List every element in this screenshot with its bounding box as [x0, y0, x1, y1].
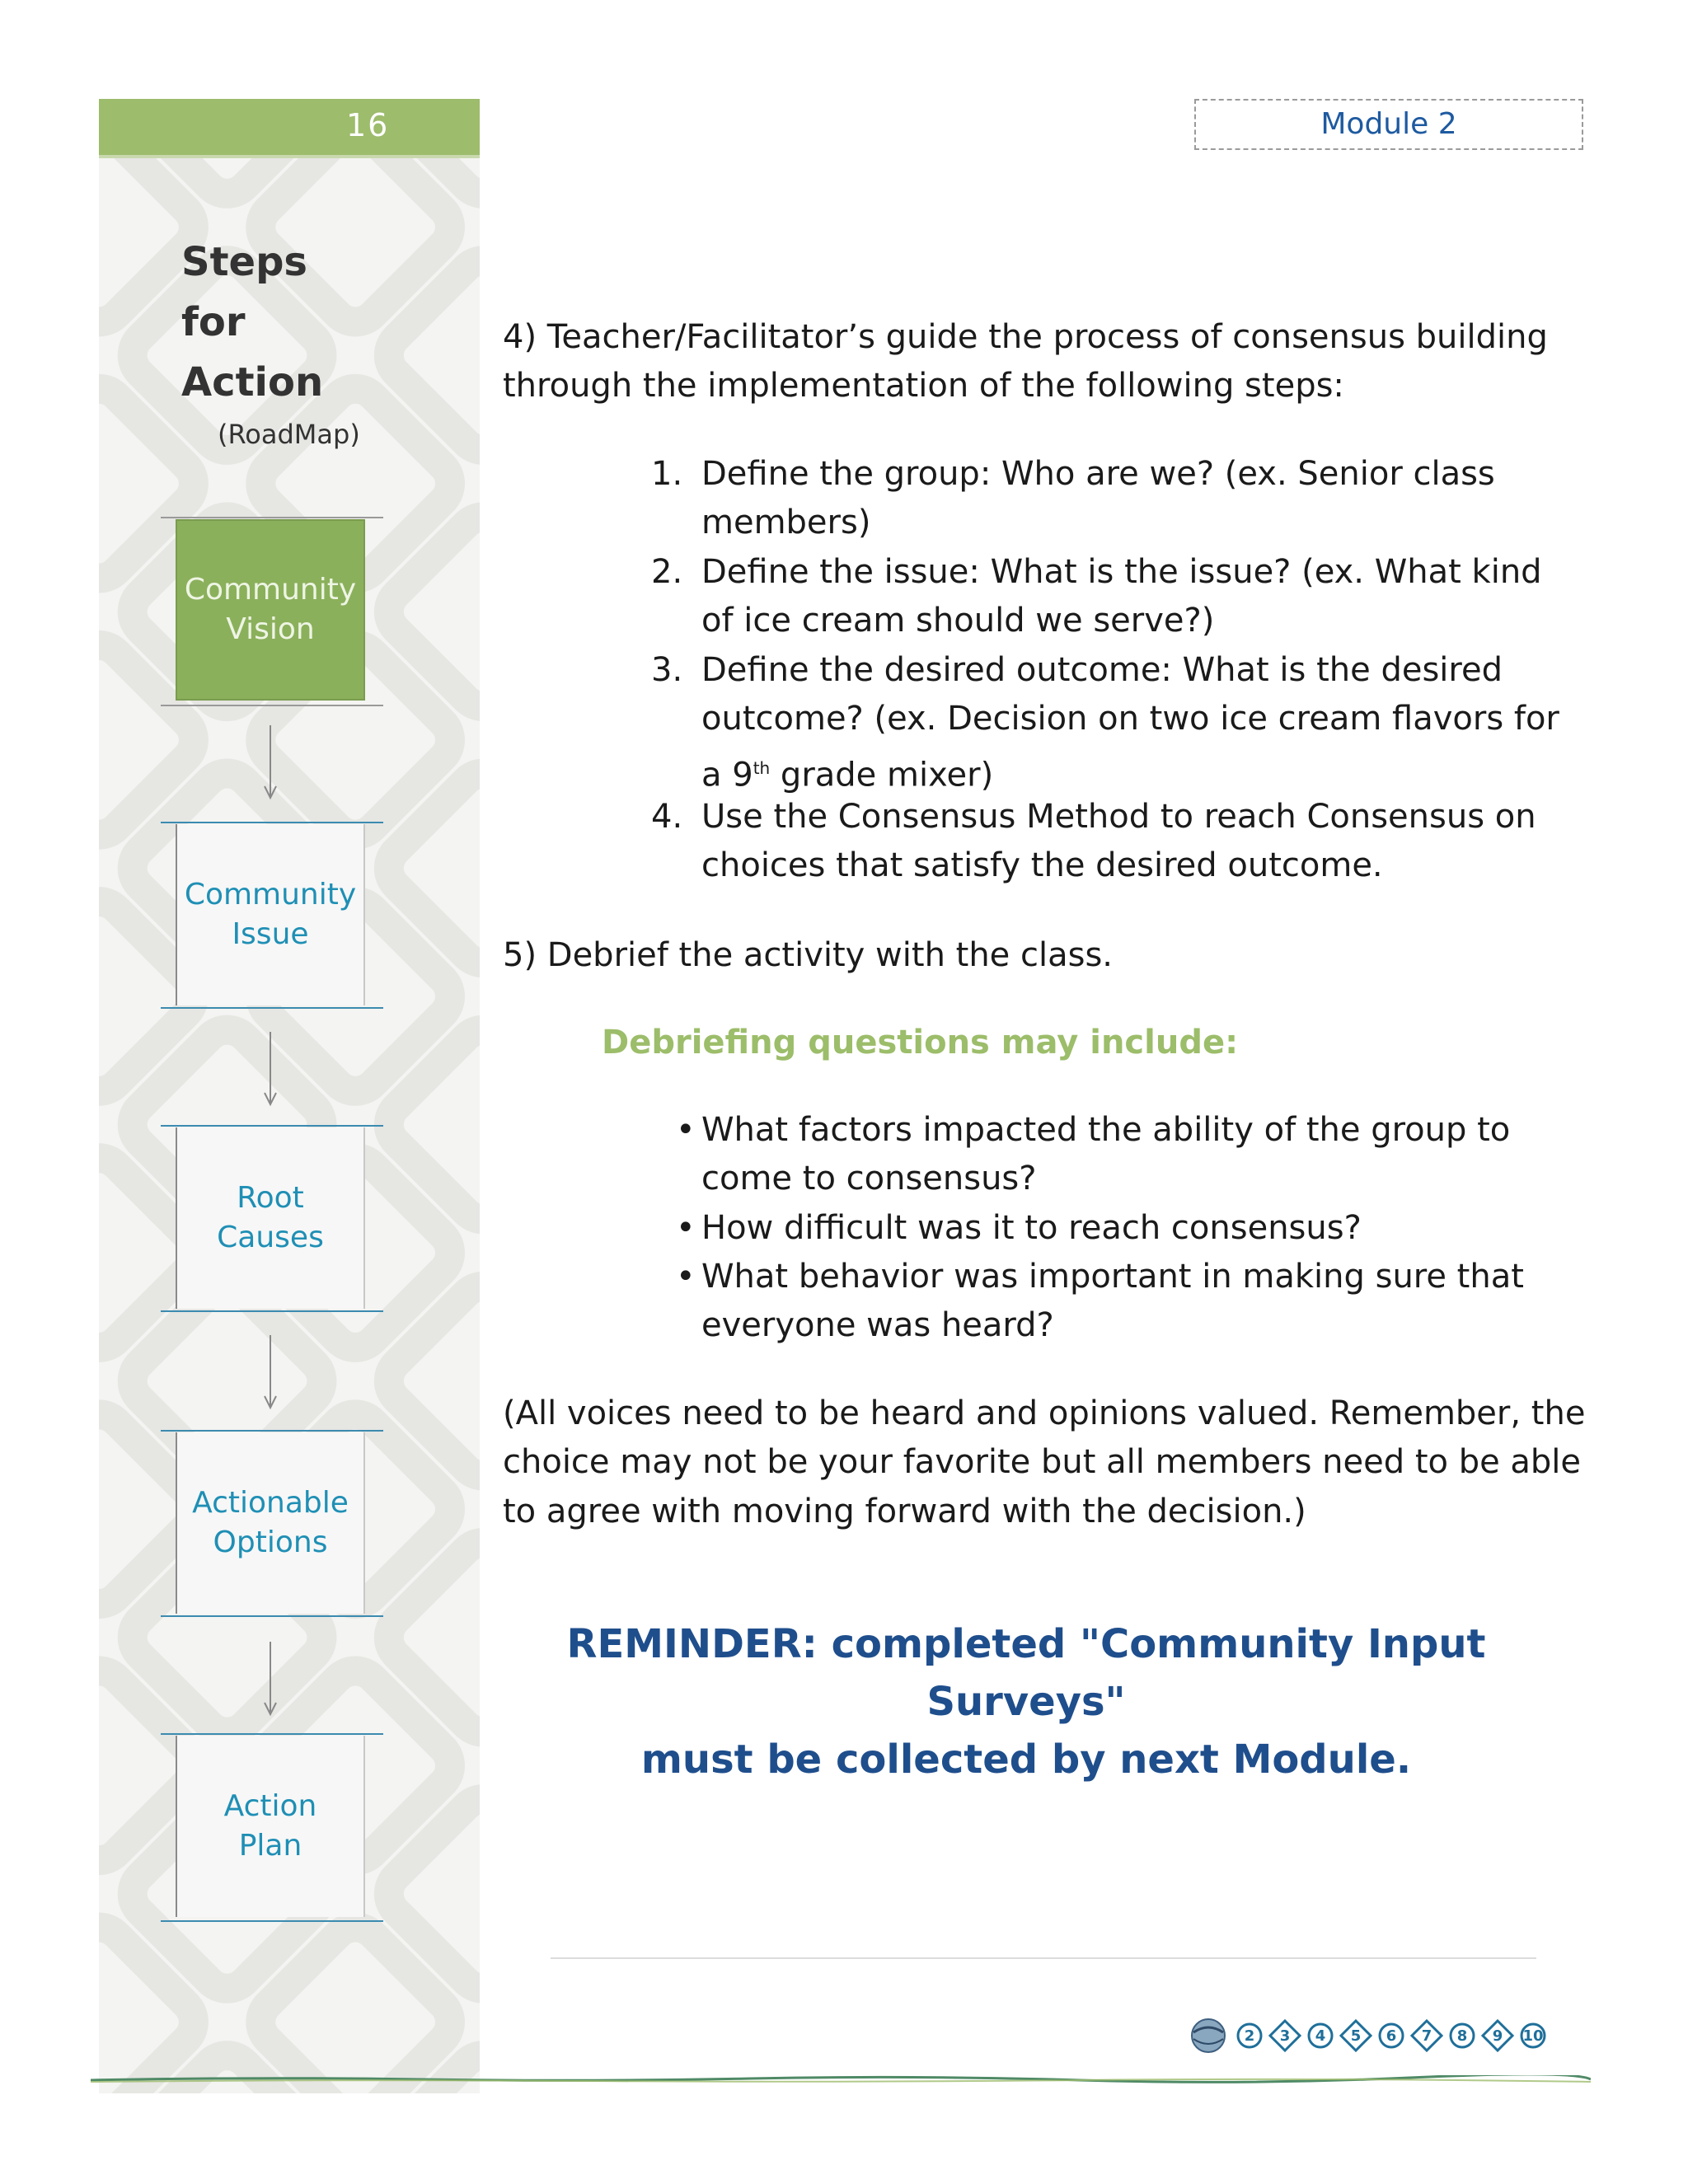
module-nav-items — [1233, 2019, 1552, 2052]
bullet-icon: • — [676, 1258, 696, 1296]
list-item-text: How difficult was it to reach consensus? — [701, 1209, 1362, 1247]
globe-logo-icon — [1187, 2014, 1230, 2057]
reminder-line: REMINDER: completed "Community Input Surveys" — [566, 1621, 1486, 1725]
module-nav-number: 3 — [1279, 2027, 1291, 2045]
module-nav-number: 7 — [1421, 2027, 1432, 2045]
bullet-icon: • — [676, 1111, 696, 1149]
list-item-text: Define the issue: What is the issue? (ex. What kind — [701, 553, 1542, 591]
superscript: th — [753, 758, 771, 778]
roadmap-step-label: Community — [184, 878, 357, 912]
roadmap-step-label: Root — [237, 1181, 304, 1215]
module-nav-item[interactable] — [1375, 2019, 1408, 2052]
module-nav-item[interactable] — [1233, 2019, 1266, 2052]
list-number: 1. — [651, 455, 683, 493]
sidebar-subtitle: (RoadMap) — [218, 419, 360, 450]
arrow-down-icon — [262, 1032, 279, 1108]
roadmap-step-label: Issue — [232, 917, 309, 951]
module-nav-item[interactable] — [1268, 2019, 1301, 2052]
list-item-text: What factors impacted the ability of the group to — [701, 1111, 1511, 1149]
step-border-line — [161, 1310, 383, 1312]
module-nav-number: 8 — [1456, 2027, 1468, 2045]
module-nav-item[interactable] — [1517, 2019, 1550, 2052]
step-border-line — [161, 822, 383, 823]
step-border-line — [161, 1733, 383, 1735]
module-nav-item[interactable] — [1410, 2019, 1443, 2052]
roadmap-step-label: Options — [213, 1526, 328, 1559]
list-item-text: members) — [701, 504, 871, 541]
sidebar-title-line: for — [181, 299, 246, 345]
roadmap-step-label: Causes — [217, 1221, 324, 1254]
module-nav-item[interactable] — [1446, 2019, 1479, 2052]
step-border-line — [161, 705, 383, 706]
module-nav-number: 10 — [1522, 2027, 1544, 2045]
note-text-line: to agree with moving forward with the decision.) — [503, 1493, 1306, 1530]
list-number: 3. — [651, 651, 683, 689]
list-item-text: What behavior was important in making sure that — [701, 1258, 1524, 1296]
sidebar-title-line: Steps — [181, 239, 307, 285]
module-nav-item[interactable] — [1304, 2019, 1337, 2052]
list-item-text: Define the group: Who are we? (ex. Senior class — [701, 455, 1495, 493]
sidebar-title — [181, 232, 323, 413]
list-item-text — [701, 744, 993, 799]
sidebar-title-line: Action — [181, 359, 324, 405]
roadmap-step-root-causes[interactable] — [176, 1127, 365, 1309]
list-item-text: of ice cream should we serve?) — [701, 602, 1215, 640]
roadmap-step-action-plan[interactable] — [176, 1736, 365, 1917]
roadmap-step-community-issue[interactable] — [176, 824, 365, 1005]
list-item-text-part: a 9 — [701, 756, 753, 794]
list-item-text: choices that satisfy the desired outcome. — [701, 846, 1383, 884]
reminder-line: must be collected by next Module. — [640, 1736, 1412, 1783]
arrow-down-icon — [262, 725, 279, 801]
step-border-line — [161, 1125, 383, 1127]
debrief-text: 5) Debrief the activity with the class. — [503, 936, 1113, 974]
module-nav-number: 2 — [1244, 2027, 1255, 2045]
page-number-bar — [99, 99, 480, 158]
debrief-heading: Debriefing questions may include: — [602, 1024, 1239, 1062]
module-nav-number: 6 — [1386, 2027, 1397, 2045]
module-nav-number: 4 — [1315, 2027, 1326, 2045]
list-item-text: outcome? (ex. Decision on two ice cream flavors for — [701, 700, 1559, 738]
ground-line — [91, 2075, 1591, 2083]
reminder-text — [503, 1615, 1550, 1788]
arrow-down-icon — [262, 1335, 279, 1411]
list-number: 4. — [651, 798, 683, 836]
step-border-line — [161, 1007, 383, 1009]
module-nav-number: 5 — [1350, 2027, 1362, 2045]
roadmap-step-label: Actionable — [192, 1486, 349, 1520]
page-number: 16 — [346, 107, 390, 143]
module-label: Module 2 — [1194, 99, 1583, 150]
arrow-down-icon — [262, 1642, 279, 1718]
list-item-text-part: grade mixer) — [770, 756, 994, 794]
roadmap-step-actionable-options[interactable] — [176, 1432, 365, 1614]
module-nav-number: 9 — [1492, 2027, 1503, 2045]
roadmap-step-label: Plan — [238, 1829, 302, 1863]
module-nav-item[interactable] — [1339, 2019, 1372, 2052]
intro-text-line: 4) Teacher/Facilitator’s guide the process of consensus building — [503, 318, 1548, 356]
list-item-text: everyone was heard? — [701, 1306, 1054, 1344]
step-border-line — [161, 517, 383, 518]
bullet-icon: • — [676, 1209, 696, 1247]
roadmap-step-label: Action — [223, 1789, 317, 1823]
module-nav-item[interactable] — [1481, 2019, 1514, 2052]
list-item-text: Use the Consensus Method to reach Consensus on — [701, 798, 1536, 836]
list-item-text: come to consensus? — [701, 1160, 1037, 1197]
intro-text-line: through the implementation of the following steps: — [503, 367, 1344, 405]
module-navigation — [1187, 2011, 1552, 2060]
list-number: 2. — [651, 553, 683, 591]
list-item-text: Define the desired outcome: What is the desired — [701, 651, 1503, 689]
note-text-line: (All voices need to be heard and opinions valued. Remember, the — [503, 1394, 1586, 1432]
note-text-line: choice may not be your favorite but all members need to be able — [503, 1443, 1582, 1481]
roadmap-step-community-vision[interactable] — [176, 519, 365, 701]
step-border-line — [161, 1430, 383, 1432]
footer-divider — [551, 1957, 1536, 1959]
roadmap-step-label: Vision — [226, 612, 315, 646]
roadmap-step-label: Community — [184, 573, 357, 607]
step-border-line — [161, 1920, 383, 1922]
step-border-line — [161, 1615, 383, 1617]
